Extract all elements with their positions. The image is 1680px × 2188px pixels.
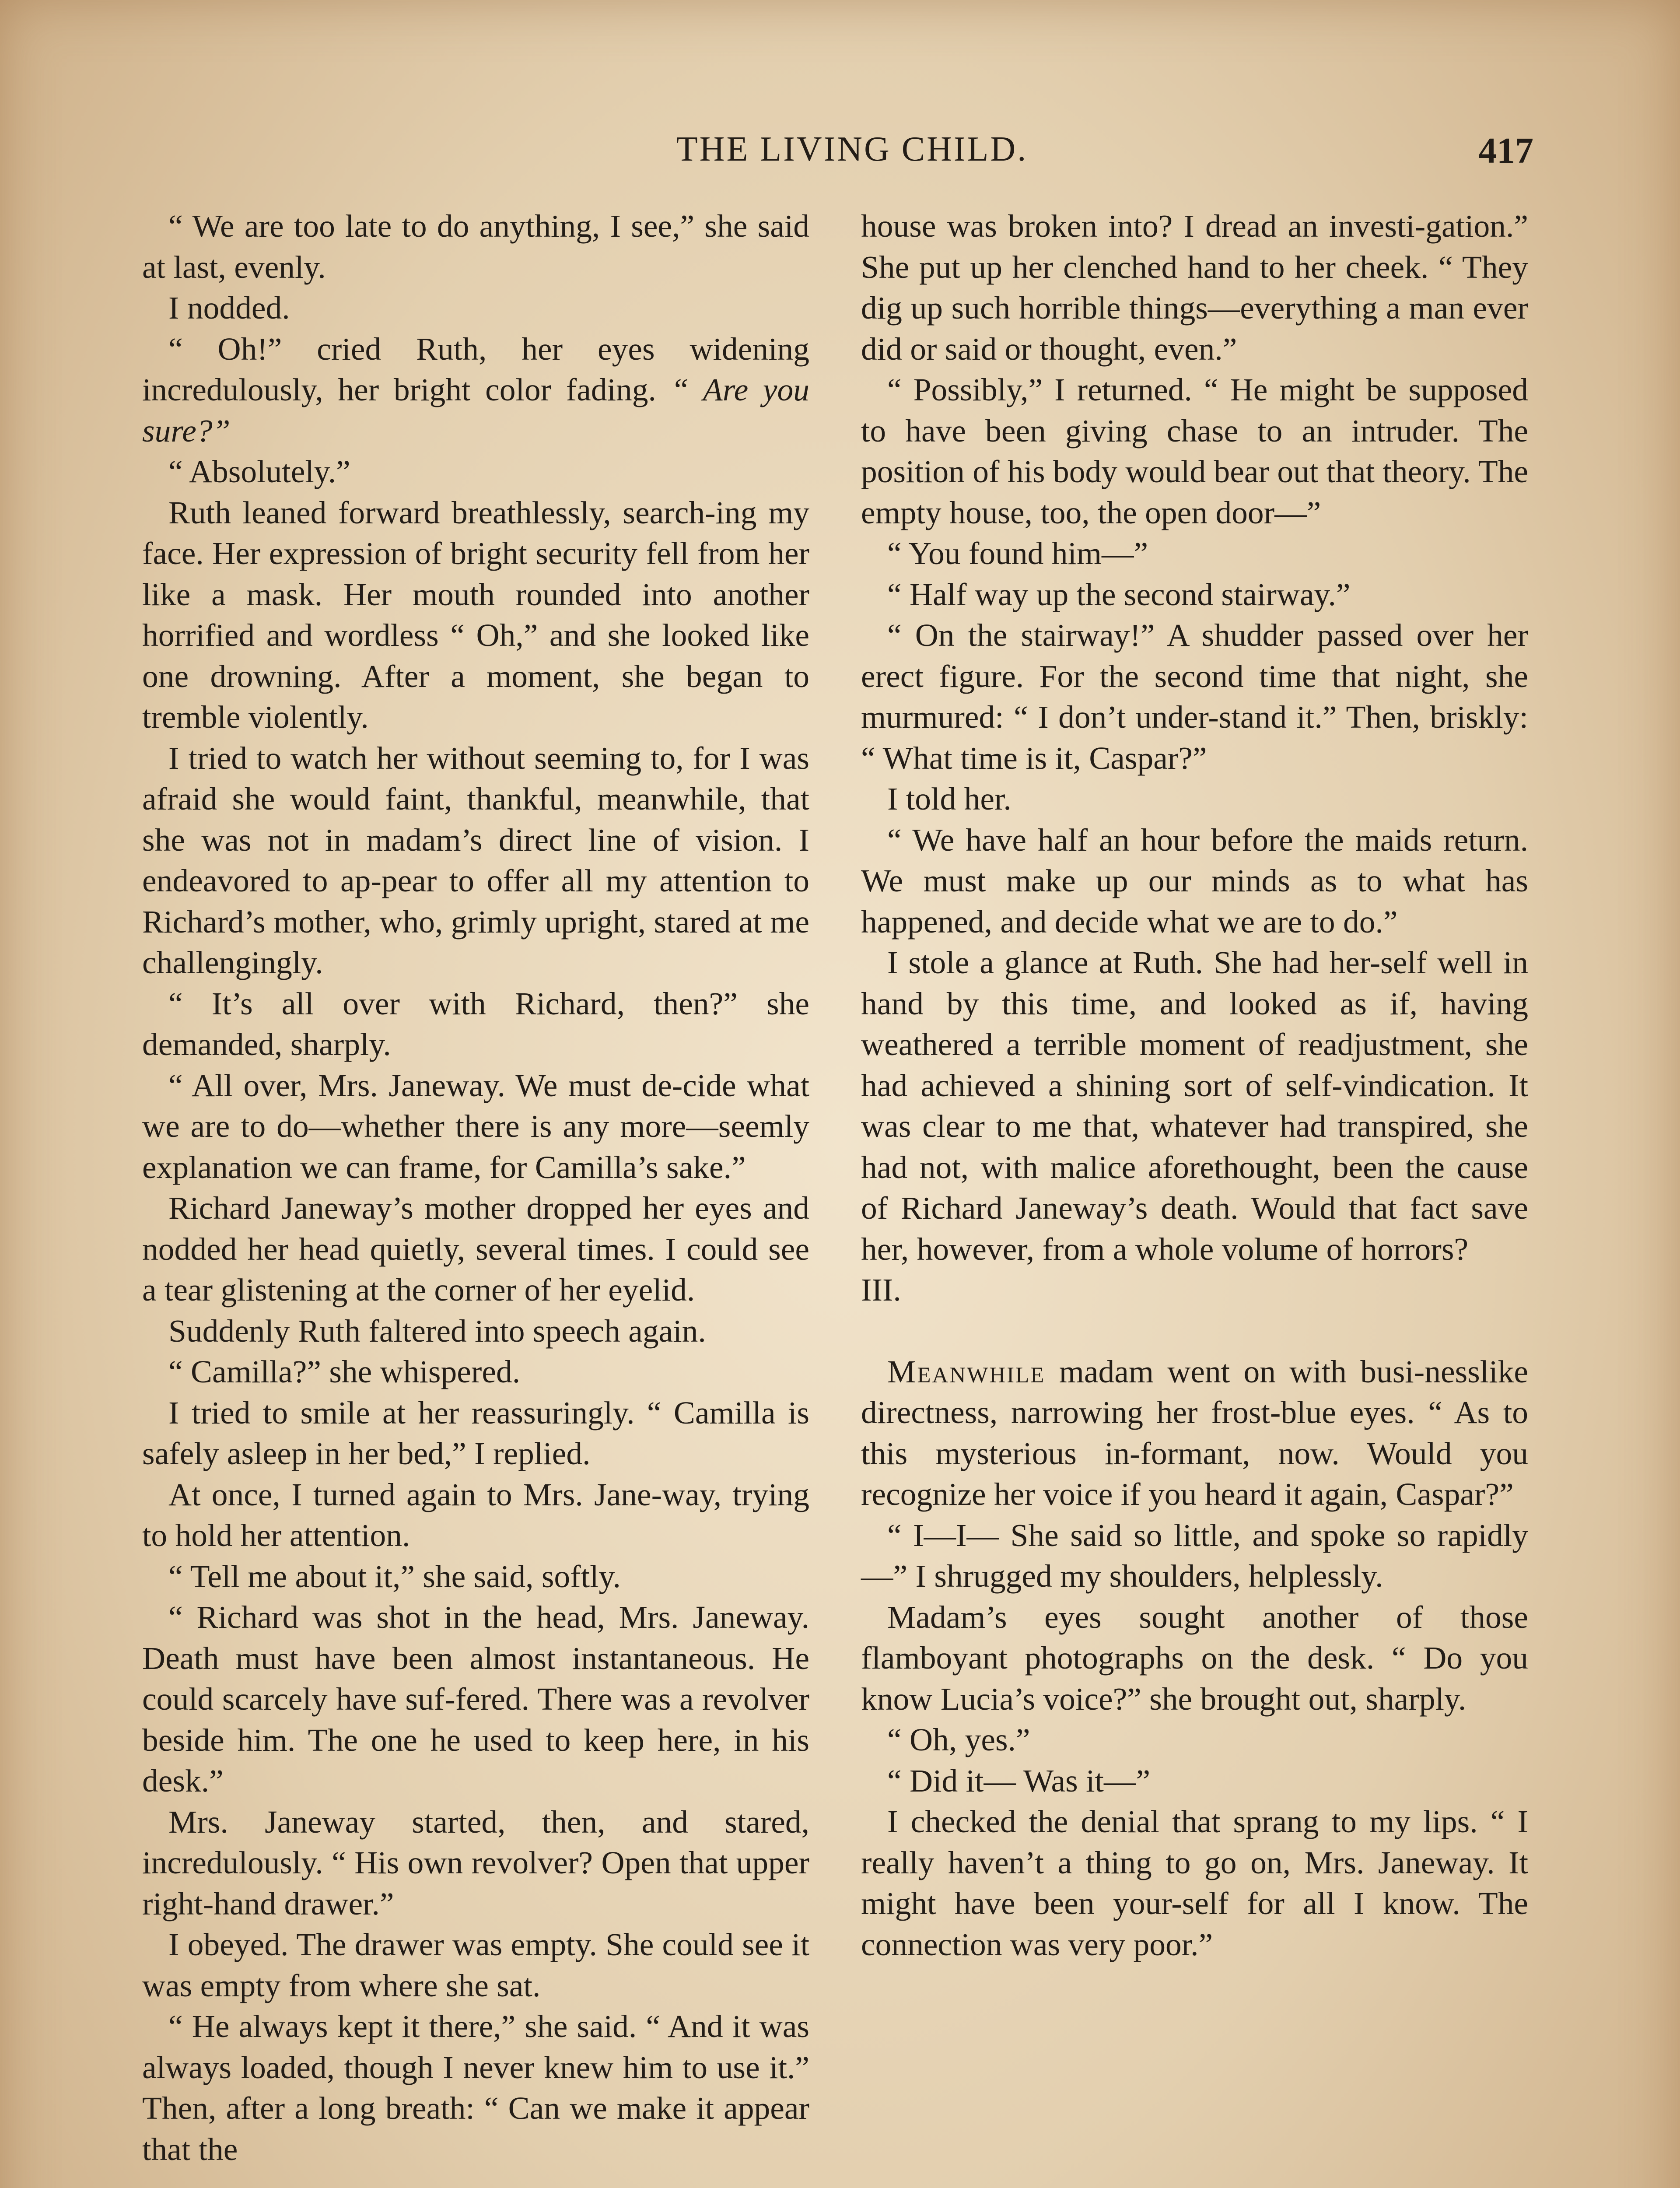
- paragraph: [142, 1392, 809, 1474]
- paragraph: [142, 1474, 809, 1556]
- paragraph-text: “ We are too late to do anything, I see,” she said at last, evenly.: [142, 208, 809, 285]
- paragraph: [861, 1351, 1528, 1515]
- page-number: 417: [1478, 130, 1533, 171]
- paragraph: [861, 206, 1528, 369]
- paragraph-text: Ruth leaned forward breathlessly, search-ing my face. Her expression of bright security fell from her like a mask. Her mouth rounded into another horrified and wordless “ Oh,” and she looked like one drowning. After a moment, she began to tremble violently.: [142, 494, 809, 735]
- paragraph-text: Suddenly Ruth faltered into speech again.: [168, 1313, 706, 1349]
- right-column-part-two: [861, 1351, 1528, 1965]
- paragraph-text: I checked the denial that sprang to my lips. “ I really haven’t a thing to go on, Mrs. Janeway. It might have been your-self for all I know. The connection was very poor.”: [861, 1804, 1528, 1962]
- paragraph: [861, 574, 1528, 615]
- paragraph: [861, 615, 1528, 778]
- paragraph: [142, 492, 809, 738]
- paragraph-text: “ On the stairway!” A shudder passed over her erect figure. For the second time that night, she murmured: “ I don’t under-stand it.” Then, briskly: “ What time is it, Caspar?”: [861, 617, 1528, 776]
- paragraph: [142, 1924, 809, 2006]
- paragraph: [861, 1760, 1528, 1802]
- paragraph: [142, 329, 809, 452]
- paragraph-text: I told her.: [887, 781, 1012, 817]
- emphasized-text: “ Are you sure?”: [142, 372, 809, 449]
- paragraph: [861, 942, 1528, 1269]
- paragraph: [142, 1556, 809, 1597]
- paragraph: [861, 1801, 1528, 1965]
- paragraph-text: “ Half way up the second stairway.”: [887, 576, 1351, 612]
- paragraph-text: “ Did it— Was it—”: [887, 1763, 1151, 1799]
- paragraph-text: “ Richard was shot in the head, Mrs. Janeway. Death must have been almost instantaneous. He could scarcely have suf-fered. There was a revolver beside him. The one he used to keep here, in his desk.”: [142, 1599, 809, 1799]
- paragraph-text: “ Camilla?” she whispered.: [168, 1354, 521, 1389]
- paragraph-text: “ Oh!” cried Ruth, her eyes widening incredulously, her bright color fading.: [142, 331, 809, 407]
- running-head: THE LIVING CHILD.: [676, 130, 1028, 168]
- paragraph: [861, 1515, 1528, 1597]
- paragraph: [861, 820, 1528, 943]
- paragraph: [861, 1597, 1528, 1720]
- paragraph: [142, 1351, 809, 1392]
- paragraph-text: I nodded.: [168, 290, 290, 326]
- paragraph: [142, 2006, 809, 2170]
- paragraph-text: Mrs. Janeway started, then, and stared, incredulously. “ His own revolver? Open that upper right-hand drawer.”: [142, 1804, 809, 1922]
- paragraph: [861, 1719, 1528, 1760]
- paragraph: [142, 288, 809, 329]
- paragraph-text: “ I—I— She said so little, and spoke so rapidly—” I shrugged my shoulders, helplessly.: [861, 1517, 1528, 1594]
- paragraph: [142, 206, 809, 288]
- left-text-column: [142, 206, 809, 2170]
- paragraph-text: house was broken into? I dread an investi-gation.” She put up her clenched hand to her cheek. “ They dig up such horrible things—everything a man ever did or said or thought, even.”: [861, 208, 1528, 367]
- paragraph-text: “ Tell me about it,” she said, softly.: [168, 1558, 621, 1594]
- paragraph: [142, 1597, 809, 1802]
- paragraph: [142, 1188, 809, 1311]
- paragraph-text: I obeyed. The drawer was empty. She could see it was empty from where she sat.: [142, 1927, 809, 2003]
- paragraph-text: “ It’s all over with Richard, then?” she demanded, sharply.: [142, 985, 809, 1062]
- paragraph: [861, 369, 1528, 533]
- paragraph: [861, 533, 1528, 574]
- paragraph-lead-word: Meanwhile: [887, 1353, 1046, 1389]
- paragraph-text: “ All over, Mrs. Janeway. We must de-cide what we are to do—whether there is any more—seemly explanation we can frame, for Camilla’s sake.”: [142, 1067, 809, 1185]
- paragraph: [142, 1311, 809, 1352]
- right-column-part-one: [861, 206, 1528, 1269]
- paragraph: [142, 1802, 809, 1925]
- right-text-column: [861, 206, 1528, 1965]
- paragraph-text: At once, I turned again to Mrs. Jane-way, trying to hold her attention.: [142, 1476, 809, 1553]
- paragraph: [142, 738, 809, 983]
- paragraph-text: “ Oh, yes.”: [887, 1722, 1030, 1757]
- section-number: III.: [861, 1272, 901, 1308]
- paragraph: [142, 1065, 809, 1188]
- paragraph-text: “ We have half an hour before the maids return. We must make up our minds as to what has happened, and decide what we are to do.”: [861, 822, 1528, 940]
- paragraph-text: Richard Janeway’s mother dropped her eyes and nodded her head quietly, several times. I could see a tear glistening at the corner of her eyelid.: [142, 1190, 809, 1308]
- paragraph-text: “ Absolutely.”: [168, 454, 350, 489]
- paragraph-text: “ You found him—”: [887, 536, 1148, 571]
- paragraph-text: “ He always kept it there,” she said. “ And it was always loaded, though I never knew him to use it.” Then, after a long breath: “ Can we make it appear that the: [142, 2009, 809, 2167]
- paragraph-text: I tried to smile at her reassuringly. “ Camilla is safely asleep in her bed,” I replied.: [142, 1395, 809, 1471]
- paragraph-text: “ Possibly,” I returned. “ He might be supposed to have been giving chase to an intruder. The position of his body would bear out that theory. The empty house, too, the open door—”: [861, 372, 1528, 530]
- paragraph: [142, 451, 809, 492]
- paragraph-text: Madam’s eyes sought another of those flamboyant photographs on the desk. “ Do you know Lucia’s voice?” she brought out, sharply.: [861, 1599, 1528, 1717]
- paragraph: [142, 983, 809, 1065]
- paragraph-text: I stole a glance at Ruth. She had her-self well in hand by this time, and looked as if, having weathered a terrible moment of readjustment, she had achieved a shining sort of self-vindication. It was clear to me that, whatever had transpired, she had not, with malice aforethought, been the cause of Richard Janeway’s death. Would that fact save her, however, from a whole volume of horrors?: [861, 945, 1528, 1267]
- paragraph: [861, 778, 1528, 820]
- paragraph-text: I tried to watch her without seeming to, for I was afraid she would faint, thankful, meanwhile, that she was not in madam’s direct line of vision. I endeavored to ap-pear to offer all my attention to Richard’s mother, who, grimly upright, stared at me challengingly.: [142, 740, 809, 980]
- paragraph-text: madam went on with busi-nesslike directness, narrowing her frost-blue eyes. “ As to this mysterious in-formant, now. Would you recognize her voice if you heard it again, Caspar?”: [861, 1353, 1528, 1512]
- page-header: [171, 130, 1533, 178]
